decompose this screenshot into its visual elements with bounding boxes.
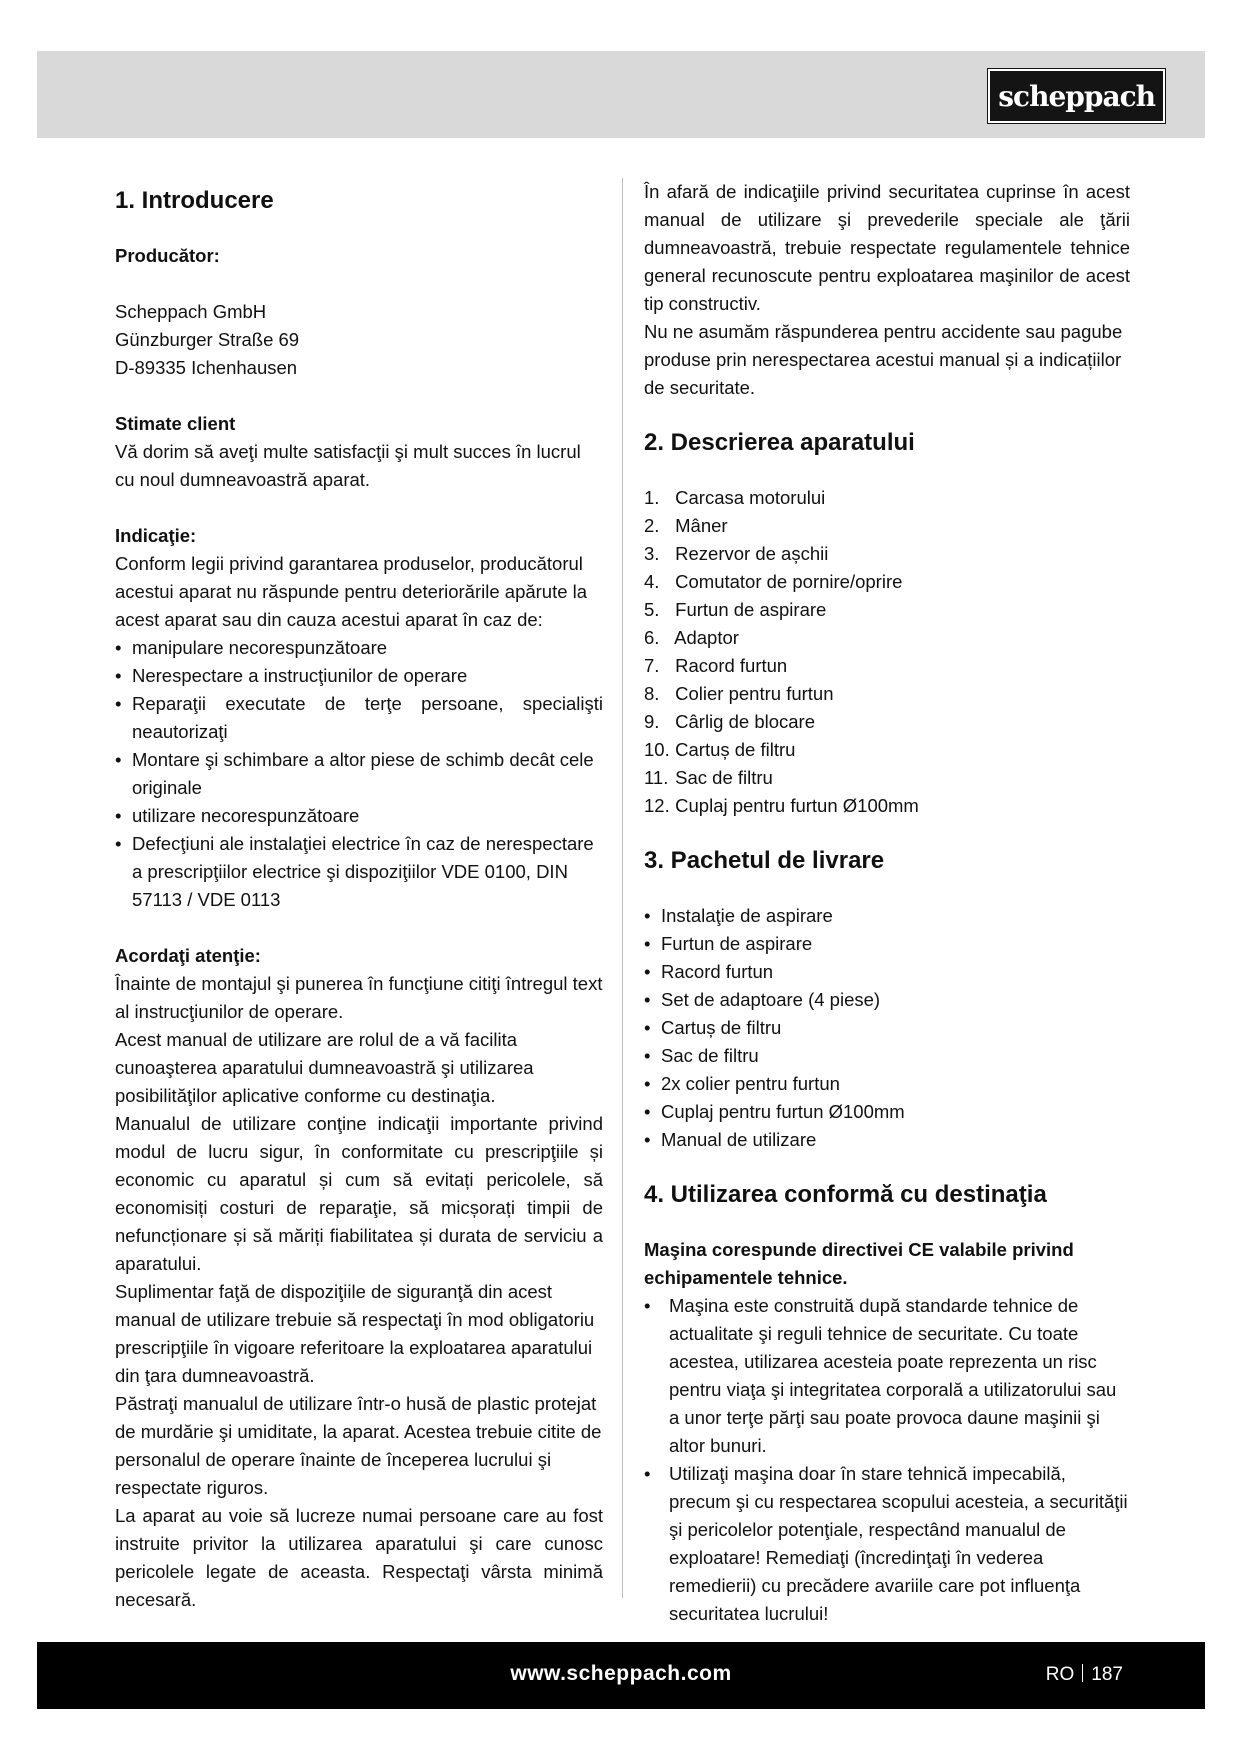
list-item: • Manual de utilizare (644, 1126, 1130, 1154)
list-item (644, 792, 1130, 820)
separator (1082, 1664, 1083, 1682)
item-text: Comutator de pornire/oprire (675, 571, 903, 592)
list-item: • Set de adaptoare (4 piese) (644, 986, 1130, 1014)
item-number: 4. (644, 571, 660, 592)
left-column (115, 178, 603, 1614)
list-item: • Defecţiuni ale instalaţiei electrice în caz de nerespectare a prescripţiilor electrice şi dispoziţiilor VDE 0100, DIN 57113 / VDE 0113 (115, 830, 603, 914)
safety-paragraph: În afară de indicaţiile privind securitatea cuprinse în acest manual de utilizare şi prevederile speciale ale ţării dumneavoastră, trebuie respectate regulamentele tehnice general recunoscute pentru exploatarea maşinilor de acest tip constructiv. (644, 181, 1130, 314)
section-heading-introduction: 1. Introducere (115, 187, 274, 214)
delivery-list (644, 902, 1130, 1154)
item-text: Furtun de aspirare (675, 599, 827, 620)
list-item (644, 680, 1130, 708)
item-number: 3. (644, 543, 660, 564)
item-text: Cartuș de filtru (675, 739, 796, 760)
producer-line: Günzburger Straße 69 (115, 329, 300, 350)
list-item (644, 484, 1130, 512)
attention-paragraph: Înainte de montajul şi punerea în funcţiune citiţi întregul text al instrucţiunilor de operare. (115, 973, 603, 1022)
list-item: • Reparaţii executate de terţe persoane, specialişti neautorizaţi (115, 690, 603, 746)
item-text: Cuplaj pentru furtun Ø100mm (675, 795, 919, 816)
list-item: • Instalaţie de aspirare (644, 902, 1130, 930)
header-bar (37, 51, 1205, 138)
right-column (644, 178, 1130, 1628)
language-code: RO (1045, 1664, 1075, 1685)
list-item: • Racord furtun (644, 958, 1130, 986)
note-list (115, 634, 603, 914)
section-heading-delivery: 3. Pachetul de livrare (644, 847, 885, 874)
parts-list (644, 484, 1130, 820)
list-item (644, 512, 1130, 540)
ce-directive-subheading: Maşina corespunde directivei CE valabile privind echipamentele tehnice. (644, 1239, 1074, 1288)
list-item: • 2x colier pentru furtun (644, 1070, 1130, 1098)
list-item (644, 736, 1130, 764)
list-item: • Utilizaţi maşina doar în stare tehnică impecabilă, precum şi cu respectarea scopului acesteia, a securităţii şi pericolelor potenţiale, respectând manualul de exploatare! Remediaţi (încredinţaţi în vederea remedierii) cu precădere avariile care pot influenţa securitatea lucrului! (644, 1460, 1130, 1628)
note-text: Conform legii privind garantarea produselor, producătorul acestui aparat nu răspunde pentru deteriorările apărute la acest aparat sau din cauza acestui aparat în caz de: (115, 553, 588, 630)
list-item: • Cuplaj pentru furtun Ø100mm (644, 1098, 1130, 1126)
item-number: 2. (644, 515, 660, 536)
item-text: Carcasa motorului (675, 487, 826, 508)
dear-customer-label: Stimate client (115, 413, 236, 434)
item-text: Colier pentru furtun (675, 683, 834, 704)
item-number: 5. (644, 599, 660, 620)
attention-paragraph: Suplimentar faţă de dispoziţiile de siguranţă din acest manual de utilizare trebuie să respectaţi în mod obligatoriu prescripţiile în vigoare referitoare la exploatarea aparatului din ţara dumneavoastră. (115, 1281, 595, 1386)
column-divider (622, 178, 623, 1598)
item-number: 12. (644, 795, 670, 816)
item-number: 9. (644, 711, 660, 732)
liability-paragraph: Nu ne asumăm răspunderea pentru accidente sau pagube produse prin nerespectarea acestui manual și a indicațiilor de securitate. (644, 321, 1123, 398)
usage-list (644, 1292, 1130, 1628)
producer-line: Scheppach GmbH (115, 301, 267, 322)
list-item: • utilizare necorespunzătoare (115, 802, 603, 830)
item-text: Mâner (675, 515, 728, 536)
list-item: • Sac de filtru (644, 1042, 1130, 1070)
list-item (644, 540, 1130, 568)
list-item (644, 764, 1130, 792)
item-number: 10. (644, 739, 670, 760)
section-heading-device-description: 2. Descrierea aparatului (644, 429, 915, 456)
list-item: • Maşina este construită după standarde tehnice de actualitate şi reguli tehnice de securitate. Cu toate acestea, utilizarea acesteia poate reprezenta un risc pentru viaţa şi integritatea corporală a utilizatorului sau a unor terţe părţi sau poate provoca daune maşinii şi altor bunuri. (644, 1292, 1130, 1460)
list-item (644, 708, 1130, 736)
footer-bar (37, 1642, 1205, 1709)
producer-label: Producător: (115, 245, 220, 266)
item-text: Sac de filtru (675, 767, 773, 788)
item-text: Rezervor de așchii (675, 543, 829, 564)
brand-logo: scheppach (988, 69, 1165, 123)
item-text: Racord furtun (675, 655, 788, 676)
item-number: 7. (644, 655, 660, 676)
attention-paragraph: Păstraţi manualul de utilizare într-o husă de plastic protejat de murdărie şi umiditate, la aparat. Acestea trebuie citite de personalul de operare înainte de începerea lucrului şi respectate riguros. (115, 1393, 602, 1498)
note-label: Indicaţie: (115, 525, 197, 546)
list-item: • Cartuș de filtru (644, 1014, 1130, 1042)
attention-paragraph: Manualul de utilizare conţine indicaţii importante privind modul de lucru sigur, în conformitate cu prescripţiile și economic cu aparatul și cum să evitați pericolele, să economisiți costuri de reparaţie, să micșorați timpii de nefuncționare și să măriți fiabilitatea și durata de serviciu a aparatului. (115, 1113, 603, 1274)
list-item (644, 568, 1130, 596)
list-item: • Nerespectare a instrucţiunilor de operare (115, 662, 603, 690)
list-item: • Montare şi schimbare a altor piese de schimb decât cele originale (115, 746, 603, 802)
page-indicator (1046, 1664, 1123, 1686)
item-number: 1. (644, 487, 660, 508)
item-number: 6. (644, 627, 660, 648)
dear-customer-text: Vă dorim să aveţi multe satisfacţii şi mult succes în lucrul cu noul dumneavoastră aparat. (115, 441, 581, 490)
list-item (644, 624, 1130, 652)
item-number: 8. (644, 683, 660, 704)
item-text: Cârlig de blocare (675, 711, 815, 732)
attention-paragraph: La aparat au voie să lucreze numai persoane care au fost instruite privitor la utilizarea aparatului şi care cunosc pericolele legate de aceasta. Respectaţi vârsta minimă necesară. (115, 1505, 603, 1610)
section-heading-intended-use: 4. Utilizarea conformă cu destinaţia (644, 1181, 1047, 1208)
producer-line: D-89335 Ichenhausen (115, 357, 298, 378)
attention-paragraph: Acest manual de utilizare are rolul de a vă facilita cunoaşterea aparatului dumneavoastră şi utilizarea posibilităţilor aplicative conforme cu destinaţia. (115, 1029, 534, 1106)
attention-label: Acordaţi atenţie: (115, 945, 261, 966)
website-url: www.scheppach.com (510, 1662, 732, 1685)
item-number: 11. (644, 767, 669, 788)
list-item: • manipulare necorespunzătoare (115, 634, 603, 662)
item-text: Adaptor (674, 627, 739, 648)
list-item: • Furtun de aspirare (644, 930, 1130, 958)
page-number: 187 (1091, 1664, 1123, 1685)
list-item (644, 652, 1130, 680)
list-item (644, 596, 1130, 624)
